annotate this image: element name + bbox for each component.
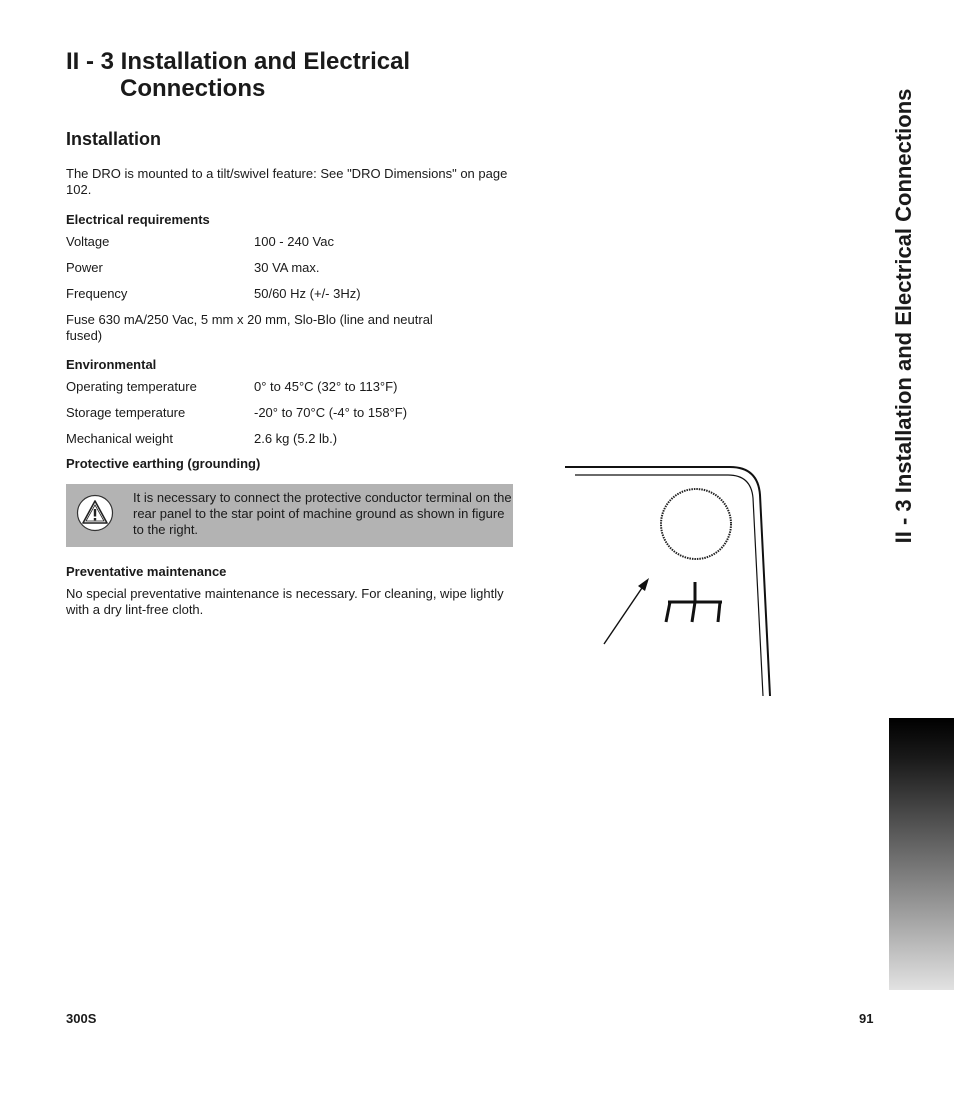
spec-value: 100 - 240 Vac xyxy=(254,234,334,249)
page-title-line1: II - 3 Installation and Electrical xyxy=(66,48,411,75)
spec-label: Power xyxy=(66,260,103,275)
footer-page-number: 91 xyxy=(859,1011,874,1026)
spec-row-frequency xyxy=(66,286,361,302)
warning-note xyxy=(66,484,513,547)
spec-row-storage-temperature xyxy=(66,405,407,421)
warning-note-text: It is necessary to connect the protective conductor terminal on the rear panel to the star point of machine ground as shown in figure to the right. xyxy=(133,490,512,537)
spec-row-power xyxy=(66,260,320,276)
intro-text: The DRO is mounted to a tilt/swivel feature: See "DRO Dimensions" on page 102. xyxy=(66,166,508,197)
spec-value: 2.6 kg (5.2 lb.) xyxy=(254,431,338,446)
warning-triangle-icon xyxy=(76,494,114,532)
maintenance-heading: Preventative maintenance xyxy=(66,564,227,579)
section-title: Installation xyxy=(66,129,162,149)
spec-value: -20° to 70°C (-4° to 158°F) xyxy=(254,405,408,420)
spec-label: Voltage xyxy=(66,234,110,249)
spec-row-mechanical-weight xyxy=(66,431,337,447)
spec-value: 50/60 Hz (+/- 3Hz) xyxy=(254,286,361,301)
environmental-heading: Environmental xyxy=(66,357,157,372)
side-tab-title: II - 3 Installation and Electrical Connections xyxy=(891,88,916,544)
ground-terminal-figure xyxy=(560,460,780,705)
earthing-heading: Protective earthing (grounding) xyxy=(66,456,261,471)
spec-label: Operating temperature xyxy=(66,379,197,394)
spec-value: 30 VA max. xyxy=(254,260,320,275)
spec-label: Storage temperature xyxy=(66,405,186,420)
spec-label: Mechanical weight xyxy=(66,431,173,446)
spec-row-operating-temperature xyxy=(66,379,397,395)
electrical-heading: Electrical requirements xyxy=(66,212,210,227)
spec-row-voltage xyxy=(66,234,334,250)
spec-value: 0° to 45°C (32° to 113°F) xyxy=(254,379,398,394)
fuse-spec: Fuse 630 mA/250 Vac, 5 mm x 20 mm, Slo-Blo (line and neutral fused) xyxy=(66,312,433,343)
page-title xyxy=(66,48,526,102)
footer-model: 300S xyxy=(66,1011,97,1026)
chapter-tab xyxy=(889,718,954,990)
spec-label: Frequency xyxy=(66,286,128,301)
maintenance-text: No special preventative maintenance is necessary. For cleaning, wipe lightly with a dry lint-free cloth. xyxy=(66,586,504,617)
page-title-line2: Connections xyxy=(120,75,266,102)
